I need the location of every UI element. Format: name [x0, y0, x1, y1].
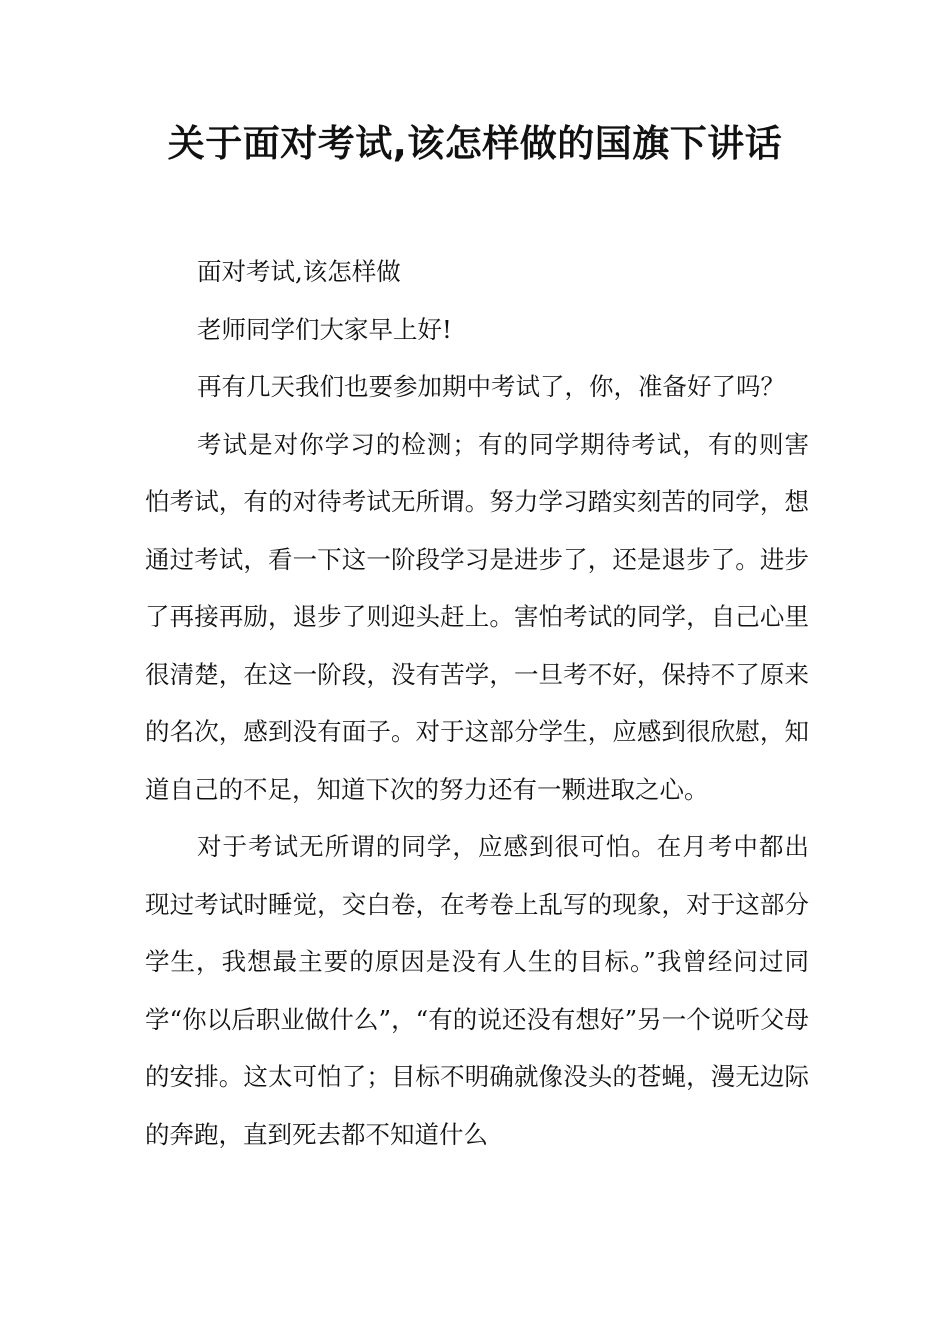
paragraph-subtitle: 面对考试,该怎样做 — [197, 257, 401, 286]
document-title: 关于面对考试,该怎样做的国旗下讲话 — [167, 122, 783, 165]
paragraph-greeting: 老师同学们大家早上好! — [197, 314, 452, 344]
paragraph-indifferent-students: 对于考试无所谓的同学，应感到很可怕。在月考中都出现过考试时睡觉，交白卷，在考卷上乱写的现象，对于这部分学生，我想最主要的原因是没有人生的目标。”我曾经问过同学“你以后职业做什么”，“有的说还没有想好”另一个说听父母的安排。这太可怕了；目标不明确就像没头的苍蝇，漫无边际的奔跑，直到死去都不知道什么 — [145, 832, 809, 1149]
paragraph-intro: 再有几天我们也要参加期中考试了，你，准备好了吗？ — [197, 372, 785, 401]
document-body — [145, 243, 809, 1163]
paragraph-exam-attitudes: 考试是对你学习的检测；有的同学期待考试，有的则害怕考试，有的对待考试无所谓。努力学习踏实刻苦的同学，想通过考试，看一下这一阶段学习是进步了，还是退步了。进步了再接再励，退步了则迎头赶上。害怕考试的同学，自己心里很清楚，在这一阶段，没有苦学，一旦考不好，保持不了原来的名次，感到没有面子。对于这部分学生，应感到很欣慰，知道自己的不足，知道下次的努力还有一颗进取之心。 — [145, 429, 809, 804]
